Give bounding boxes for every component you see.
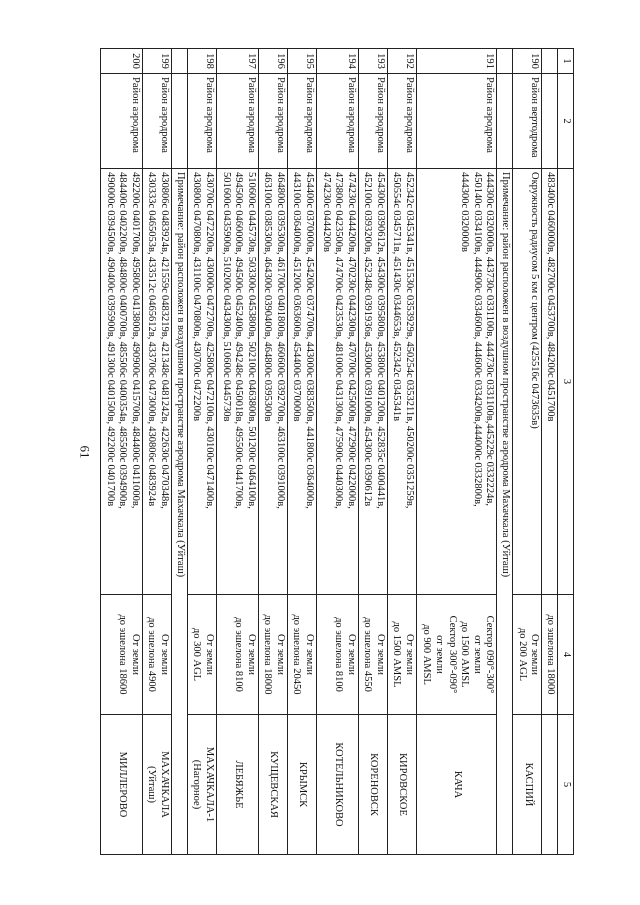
- airspace-table-sheet: [100, 48, 574, 854]
- altitude-limits: [101, 595, 143, 715]
- altitude-line: От земли: [158, 633, 170, 676]
- coordinate-line: 484400с 0402200в, 484800с 0400700в, 485506с 0400354в, 485500с 0394900в,: [117, 172, 129, 509]
- coordinate-line: 463100с 0385300в, 464300с 0390400в, 464800с 0395300в: [262, 172, 274, 422]
- row-number: 198: [188, 49, 217, 74]
- altitude-line: Сектор 300°-090°: [446, 615, 458, 694]
- altitude-limits: [258, 595, 287, 715]
- coordinate-line: 474230с 0444200в: [320, 172, 332, 252]
- zone-type: Район аэродрома: [258, 74, 287, 169]
- row-number: 191: [416, 49, 497, 74]
- coordinate-line: 430700с 0472200в, 430000с 0472700в, 425800с 0472100в, 430100с 0471400в,: [203, 172, 215, 509]
- empty-cell: [171, 49, 187, 74]
- name-line: КАСПИЙ: [522, 762, 534, 807]
- row-number: 192: [387, 49, 416, 74]
- zone-coordinates: [416, 169, 497, 595]
- note-text: Примечание: район расположен в воздушном пространстве аэродрома Махачкала (Уйташ): [497, 169, 513, 855]
- altitude-line: до 900 AMSL: [421, 624, 433, 685]
- coordinate-line: 483400с 0460000в, 482700с 0453700в, 484200с 0451700в: [545, 172, 557, 422]
- zone-type: Район аэродрома: [216, 74, 258, 169]
- aerodrome-name: [258, 715, 287, 855]
- empty-cell: [497, 74, 513, 169]
- zone-coordinates: [387, 169, 416, 595]
- zone-type: Район аэродрома: [143, 74, 172, 169]
- table-row: [316, 49, 358, 855]
- aerodrome-name: [316, 715, 358, 855]
- zone-type: Район аэродрома: [358, 74, 387, 169]
- table-row: [287, 49, 316, 855]
- coordinate-line: 501600с 0435900в, 510200с 0434300в, 510600с 0445730в: [220, 172, 232, 422]
- coordinate-line: 494500с 0460000в, 494500с 0452400в, 494248с 0450018в, 495500с 0441700в,: [233, 172, 245, 509]
- name-line: МАХАЧКАЛА-1: [203, 746, 215, 823]
- coordinate-line: 464800с 0395300в, 461700с 0401800в, 460600с 0392700в, 463100с 0391000в,: [274, 172, 286, 509]
- row-number: 194: [316, 49, 358, 74]
- altitude-line: От земли: [529, 633, 541, 676]
- coordinate-line: Окружность радиусом 5 км с центром (425516с 0473635в): [529, 172, 541, 429]
- table-row: [216, 49, 258, 855]
- altitude-line: до эшелона 4550: [362, 617, 374, 692]
- altitude-limits: [188, 595, 217, 715]
- coordinate-line: 473800с 0423500в, 474700с 0423530в, 481000с 0431300в, 475900с 0440300в,: [333, 172, 345, 509]
- altitude-limits: [216, 595, 258, 715]
- aerodrome-name: [387, 715, 416, 855]
- coordinate-line: 450140с 0334100в, 444900с 0334600в, 444600с 0334200в,444000с 0332800в,: [471, 172, 483, 507]
- zone-coordinates: [542, 169, 558, 595]
- zone-type: Район аэродрома: [287, 74, 316, 169]
- table-row: [513, 49, 542, 855]
- coordinate-line: 454300с 0390612в, 454300с 0395800в, 453800с 0401200в, 452835с 0400441в,: [374, 172, 386, 509]
- altitude-line: от земли: [434, 635, 446, 674]
- zone-coordinates: [143, 169, 172, 595]
- altitude-limits: [542, 595, 558, 715]
- altitude-line: От земли: [303, 633, 315, 676]
- altitude-line: до эшелона 8100: [333, 617, 345, 692]
- zone-coordinates: [101, 169, 143, 595]
- aerodrome-name: [216, 715, 258, 855]
- name-line: КУЩЕВСКАЯ: [268, 751, 280, 818]
- row-number: 196: [258, 49, 287, 74]
- altitude-line: до 1500 AMSL: [391, 621, 403, 688]
- airspace-table: [100, 48, 574, 855]
- name-line: МАХАЧКАЛА: [158, 751, 170, 818]
- coordinate-line: 490000с 0394500в, 490400с 0395900в, 491300с 0401500в, 492200с 0401700в: [104, 172, 116, 507]
- altitude-limits: [416, 595, 497, 715]
- row-number: 190: [513, 49, 542, 74]
- row-number: 193: [358, 49, 387, 74]
- zone-coordinates: [216, 169, 258, 595]
- altitude-line: От земли: [274, 633, 286, 676]
- note-text: Примечание: район расположен в воздушном пространстве аэродрома Махачкала (Уйташ): [171, 169, 187, 855]
- table-row: [358, 49, 387, 855]
- altitude-line: от земли: [471, 635, 483, 674]
- table-row: [387, 49, 416, 855]
- coordinate-line: 474230с 0444200в, 470230с 0442300в, 470700с 0425000в, 472900с 0422000в,: [345, 172, 357, 509]
- altitude-line: От земли: [203, 633, 215, 676]
- zone-type: Район аэродрома: [316, 74, 358, 169]
- altitude-line: От земли: [245, 633, 257, 676]
- zone-type: Район вертодрома: [513, 74, 542, 169]
- coordinate-line: 492200с 0401700в, 495800с 0413800в, 490900с 0415700в, 484400с 0411000в,: [130, 172, 142, 509]
- aerodrome-name: [287, 715, 316, 855]
- row-number: [542, 49, 558, 74]
- altitude-line: до эшелона 4900: [146, 617, 158, 692]
- name-line: (Уйташ): [146, 766, 157, 803]
- altitude-limits: [387, 595, 416, 715]
- name-line: КОТЕЛЬНИКОВО: [332, 742, 344, 827]
- row-number: 195: [287, 49, 316, 74]
- zone-type: Район аэродрома: [101, 74, 143, 169]
- aerodrome-name: [542, 715, 558, 855]
- name-line: КОРЕНОВСК: [368, 753, 379, 816]
- note-row: [497, 49, 513, 855]
- column-number: 1: [558, 49, 574, 74]
- aerodrome-name: [513, 715, 542, 855]
- table-row: [143, 49, 172, 855]
- altitude-limits: [358, 595, 387, 715]
- aerodrome-name: [416, 715, 497, 855]
- altitude-line: до эшелона 18000: [262, 614, 274, 695]
- altitude-limits: [513, 595, 542, 715]
- name-line: МИЛЛЕРОВО: [116, 751, 128, 818]
- altitude-limits: [287, 595, 316, 715]
- coordinate-line: 444300с 0320000в, 443730с 0331100в, 444730с 0331100в,445229с 0332224в,: [484, 172, 496, 506]
- altitude-line: Сектор 090°-300°: [484, 615, 496, 694]
- column-number: 3: [558, 169, 574, 595]
- aerodrome-name: [101, 715, 143, 855]
- row-number: 199: [143, 49, 172, 74]
- name-line: ЛЕБЯЖЬЕ: [232, 760, 244, 809]
- column-number: 4: [558, 595, 574, 715]
- column-number: 5: [558, 715, 574, 855]
- column-number: 2: [558, 74, 574, 169]
- zone-coordinates: [513, 169, 542, 595]
- altitude-line: От земли: [403, 633, 415, 676]
- name-line: (Нагорное): [190, 759, 202, 810]
- coordinate-line: 450554с 0345711в, 451430с 0344653в, 452342с 0345341в: [391, 172, 403, 422]
- coordinate-line: 430806с 0483924в, 421559с 0483219в, 421348с 0481242в, 422630с 0470348в,: [158, 172, 170, 509]
- altitude-line: От земли: [130, 633, 142, 676]
- name-line: КРЫМСК: [297, 761, 309, 808]
- coordinate-line: 430800с 0470800в, 431100с 0470800в, 430700с 0472200в: [191, 172, 203, 422]
- altitude-line: до 1500 AMSL: [459, 621, 471, 688]
- note-row: [171, 49, 187, 855]
- zone-coordinates: [358, 169, 387, 595]
- altitude-limits: [316, 595, 358, 715]
- zone-coordinates: [316, 169, 358, 595]
- empty-cell: [171, 74, 187, 169]
- row-number: 200: [101, 49, 143, 74]
- empty-cell: [497, 49, 513, 74]
- coordinate-line: 454400с 0370000в, 454200с 0374700в, 443000с 0383500в, 441800с 0364000в,: [303, 172, 315, 509]
- page-number: 61: [77, 445, 93, 459]
- altitude-line: до 300 AGL: [191, 627, 203, 682]
- altitude-line: От земли: [345, 633, 357, 676]
- zone-type: [542, 74, 558, 169]
- coordinate-line: 444300с 0320000в: [459, 172, 471, 252]
- aerodrome-name: [358, 715, 387, 855]
- coordinate-line: 510600с 0445730в, 503300с 0453800в, 502100с 0463800в, 501200с 0464100в,: [245, 172, 257, 509]
- altitude-line: до эшелона 8100: [233, 617, 245, 692]
- coordinate-line: 452100с 0393200в, 452348с 0391936в, 453000с 0391000в, 454300с 0390612в: [362, 172, 374, 507]
- zone-coordinates: [188, 169, 217, 595]
- altitude-limits: [143, 595, 172, 715]
- altitude-line: От земли: [374, 633, 386, 676]
- altitude-line: до эшелона 20450: [291, 614, 303, 695]
- table-row: [258, 49, 287, 855]
- aerodrome-name: [143, 715, 172, 855]
- table-row: [416, 49, 497, 855]
- altitude-line: до эшелона 18000: [545, 614, 557, 695]
- altitude-line: до эшелона 18600: [117, 614, 129, 695]
- zone-coordinates: [258, 169, 287, 595]
- continuation-row: [542, 49, 558, 855]
- coordinate-line: 430333с 0465053в, 433512с 0465612в, 433706с 0473000в, 430806с 0483924в: [146, 172, 158, 507]
- coordinate-line: 452342с 0345341в, 451530с 0353929в, 450254с 0353211в, 450200с 0351259в,: [403, 172, 415, 509]
- altitude-line: до 200 AGL: [516, 627, 528, 682]
- table-row: [101, 49, 143, 855]
- zone-type: Район аэродрома: [387, 74, 416, 169]
- column-number-row: [558, 49, 574, 855]
- coordinate-line: 443100с 0364000в, 451200с 0363600в, 454400с 0370000в: [291, 172, 303, 422]
- zone-coordinates: [287, 169, 316, 595]
- zone-type: Район аэродрома: [188, 74, 217, 169]
- name-line: КАЧА: [451, 770, 463, 799]
- zone-type: Район аэродрома: [416, 74, 497, 169]
- aerodrome-name: [188, 715, 217, 855]
- name-line: КИРОВСКОЕ: [396, 753, 408, 816]
- row-number: 197: [216, 49, 258, 74]
- table-row: [188, 49, 217, 855]
